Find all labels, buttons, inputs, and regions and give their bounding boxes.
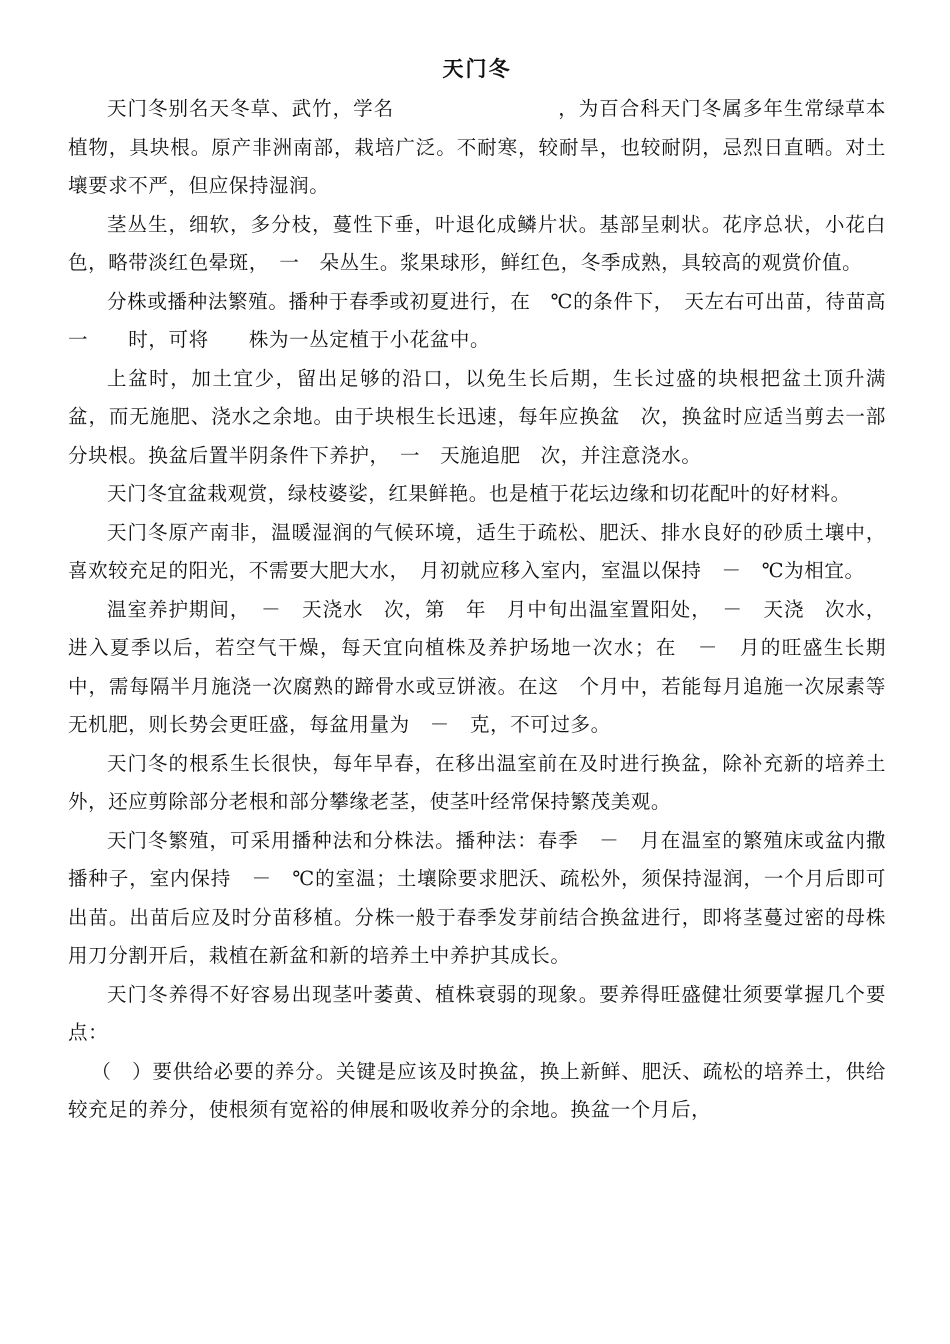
paragraph-intro: 天门冬别名天冬草、武竹，学名 ，为百合科天门冬属多年生常绿草本植物，具块根。原产非洲南部，栽培广泛。不耐寒，较耐旱，也较耐阴，忌烈日直晒。对土壤要求不严，但应保持湿润。 <box>68 97 886 197</box>
paragraph-propagation: 分株或播种法繁殖。播种于春季或初夏进行，在 ℃的条件下， 天左右可出苗，待苗高 一 时，可将 株为一丛定植于小花盆中。 <box>68 289 907 351</box>
paragraph-greenhouse-care: 温室养护期间， － 天浇水 次，第 年 月中旬出温室置阳处， － 天浇 次水，进入夏季以后，若空气干燥，每天宜向植株及养护场地一次水；在 － 月的旺盛生长期中，需每隔半月施浇一次腐熟的蹄骨水或豆饼液。在这 个月中，若能每月追施一次尿素等无机肥，则长势会更旺盛，每盆用量为 － 克，不可过多。 <box>68 597 886 736</box>
document-page <box>68 52 907 1130</box>
paragraph-morphology: 茎丛生，细软，多分枝，蔓性下垂，叶退化成鳞片状。基部呈刺状。花序总状，小花白色，略带淡红色晕斑， 一 朵丛生。浆果球形，鲜红色，冬季成熟，具较高的观赏价值。 <box>68 212 886 274</box>
paragraph-potting: 上盆时，加土宜少，留出足够的沿口，以免生长后期，生长过盛的块根把盆土顶升满盆，而无施肥、浇水之余地。由于块根生长迅速，每年应换盆 次，换盆时应适当剪去一部分块根。换盆后置半阴条件下养护， 一 天施追肥 次，并注意浇水。 <box>68 366 886 467</box>
paragraph-ornamental-use: 天门冬宜盆栽观赏，绿枝婆娑，红果鲜艳。也是植于花坛边缘和切花配叶的好材料。 <box>107 482 851 505</box>
paragraph-point-nutrients: （ ）要供给必要的养分。关键是应该及时换盆，换上新鲜、肥沃、疏松的培养土，供给较充足的养分，使根须有宽裕的伸展和吸收养分的余地。换盆一个月后， <box>68 1059 886 1121</box>
paragraph-root-growth: 天门冬的根系生长很快，每年早春，在移出温室前在及时进行换盆，除补充新的培养土外，还应剪除部分老根和部分攀缘老茎，使茎叶经常保持繁茂美观。 <box>68 751 886 813</box>
paragraph-habitat: 天门冬原产南非，温暖湿润的气候环境，适生于疏松、肥沃、排水良好的砂质土壤中，喜欢较充足的阳光，不需要大肥大水， 月初就应移入室内，室温以保持 － ℃为相宜。 <box>68 520 886 582</box>
paragraph-key-points: 天门冬养得不好容易出现茎叶萎黄、植株衰弱的现象。要养得旺盛健壮须要掌握几个要点： <box>68 982 886 1044</box>
document-title: 天门冬 <box>442 56 512 81</box>
paragraph-breeding-methods: 天门冬繁殖，可采用播种法和分株法。播种法：春季 － 月在温室的繁殖床或盆内撒播种子，室内保持 － ℃的室温；土壤除要求肥沃、疏松外，须保持湿润，一个月后即可出苗。出苗后应及时分苗移植。分株一般于春季发芽前结合换盆进行，即将茎蔓过密的母株用刀分割开后，栽植在新盆和新的培养土中养护其成长。 <box>68 828 886 967</box>
